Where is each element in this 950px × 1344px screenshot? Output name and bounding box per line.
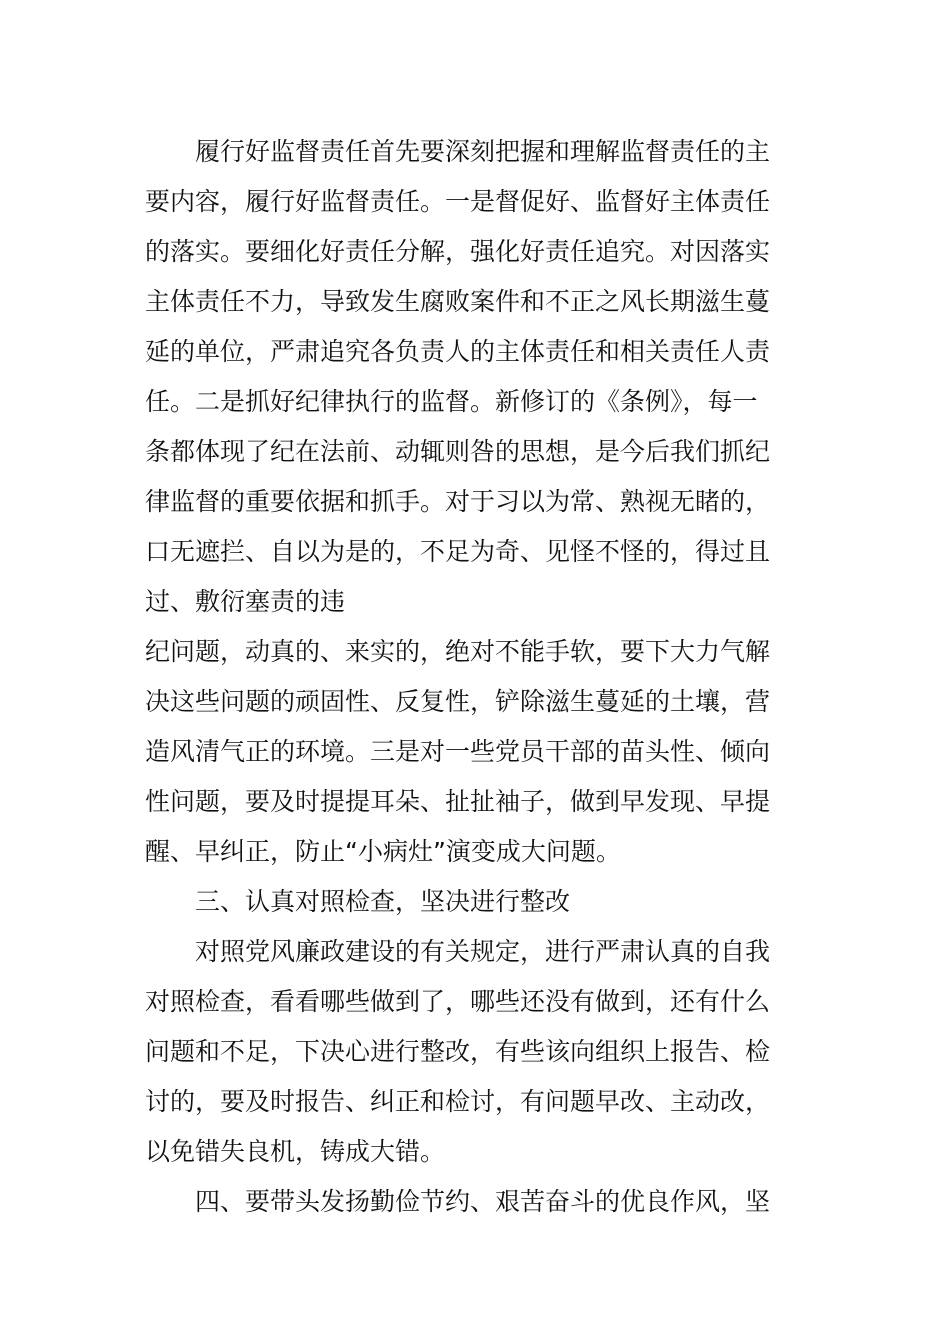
text-line: 以免错失良机，铸成大错。 [145,1137,446,1166]
text-line: 决这些问题的顽固性、反复性，铲除滋生蔓延的土壤，营 [145,687,771,716]
text-line: 对照检查，看看哪些做到了，哪些还没有做到，还有什么 [145,987,771,1016]
text-line: 造风清气正的环境。三是对一些党员干部的苗头性、倾向 [145,737,771,766]
text-line: 延的单位，严肃追究各负责人的主体责任和相关责任人责 [145,337,771,366]
text-line: 履行好监督责任首先要深刻把握和理解监督责任的主 [195,137,771,166]
text-line: 讨的，要及时报告、纠正和检讨，有问题早改、主动改， [145,1087,771,1116]
text-line: 要内容，履行好监督责任。一是督促好、监督好主体责任 [145,187,771,216]
text-line: 的落实。要细化好责任分解，强化好责任追究。对因落实 [145,237,771,266]
text-line: 性问题，要及时提提耳朵、扯扯袖子，做到早发现、早提 [145,787,771,816]
text-line: 醒、早纠正，防止“小病灶”演变成大问题。 [145,837,621,866]
section-heading: 四、要带头发扬勤俭节约、艰苦奋斗的优良作风，坚 [195,1187,771,1216]
text-line: 问题和不足，下决心进行整改，有些该向组织上报告、检 [145,1037,771,1066]
text-line: 纪问题，动真的、来实的，绝对不能手软，要下大力气解 [145,637,771,666]
text-line: 过、敷衍塞责的违 [145,587,346,616]
text-line: 口无遮拦、自以为是的，不足为奇、见怪不怪的，得过且 [145,537,771,566]
text-line: 律监督的重要依据和抓手。对于习以为常、熟视无睹的， [145,487,771,516]
section-heading: 三、认真对照检查，坚决进行整改 [195,887,571,916]
text-line: 主体责任不力，导致发生腐败案件和不正之风长期滋生蔓 [145,287,771,316]
text-line: 对照党风廉政建设的有关规定，进行严肃认真的自我 [195,937,771,966]
text-line: 任。二是抓好纪律执行的监督。新修订的《条例》，每一 [145,387,758,416]
text-line: 条都体现了纪在法前、动辄则咎的思想，是今后我们抓纪 [145,437,771,466]
